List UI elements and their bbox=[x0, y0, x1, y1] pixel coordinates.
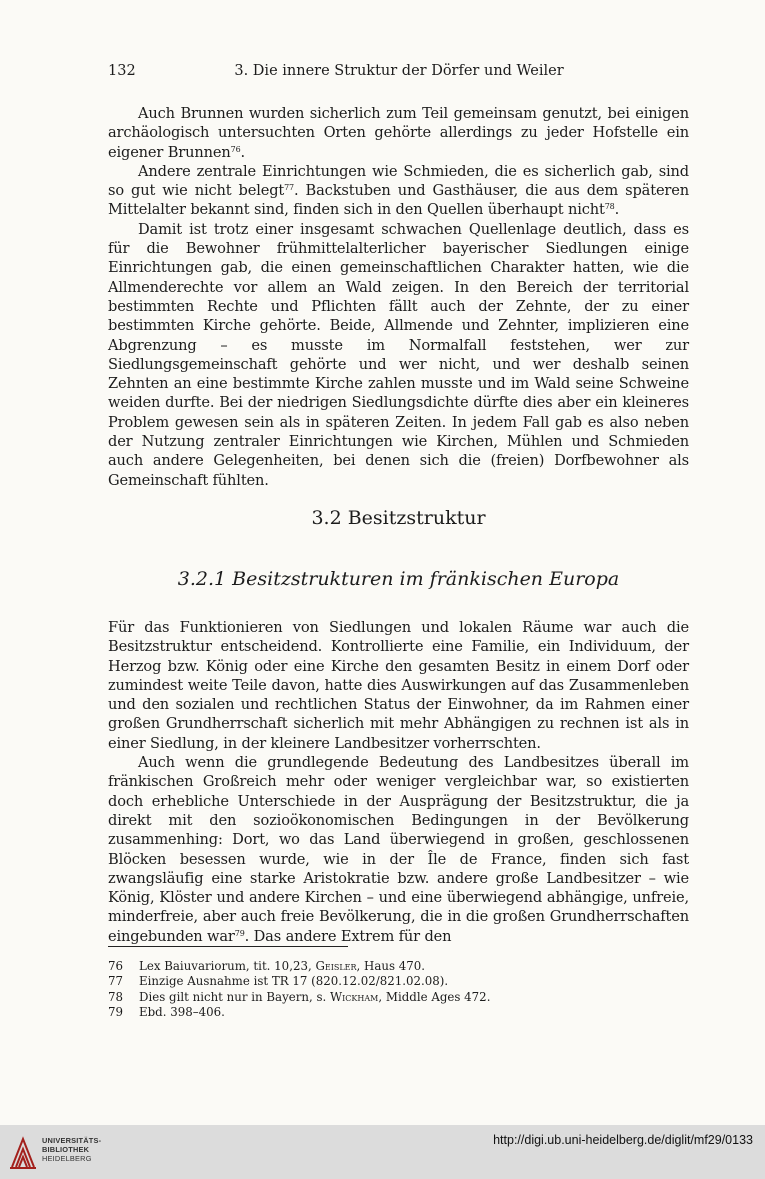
footnotes bbox=[108, 959, 689, 1021]
footnote bbox=[108, 1005, 689, 1020]
footnote-text: Lex Baiuvariorum, tit. 10,23, Geisler, Haus 470. bbox=[139, 959, 426, 973]
paragraph: Für das Funktionieren von Siedlungen und lokalen Räume war auch die Besitzstruktur entscheidend. Kontrollierte eine Familie, ein Individuum, der Herzog bzw. König oder eine Kirche den gesamten Besitz in einem Dorf oder zumindest weite Teile davon, hatte dies Auswirkungen auf das Zusammenleben und den sozialen und rechtlichen Status der Einwohner, da im Rahmen einer großen Grundherrschaft sicherlich mit mehr Abhängigen zu rechnen ist als in einer Siedlung, in der kleinere Landbesitzer vorherrschten. bbox=[108, 619, 689, 752]
footnote-number: 76 bbox=[108, 959, 124, 973]
paragraph: Damit ist trotz einer insgesamt schwachen Quellenlage deutlich, dass es für die Bewohner frühmittelalterlicher bayerischer Siedlungen einige Einrichtungen gab, die einen gemeinschaftlichen Charakter hatten, wie die Allmenderechte vor allem an Wald zeigen. In den Bereich der territorial bestimmten Rechte und Pflichten fällt auch der Zehnte, der zu einer bestimmten Kirche gehörte. Beide, Allmende und Zehnter, implizieren eine Abgrenzung – es musste im Normalfall feststehen, wer zur Siedlungsgemeinschaft gehörte und wer nicht, und wer deshalb seinen Zehnten an eine bestimmte Kirche zahlen musste und im Wald seine Schweine weiden durfte. Bei der niedrigen Siedlungsdichte dürfte dies aber ein kleineres Problem gewesen sein als in späteren Zeiten. In jedem Fall gab es also neben der Nutzung zentraler Einrichtungen wie Kirchen, Mühlen und Schmieden auch andere Gelegenheiten, bei denen sich die (freien) Dorfbewohner als Gemeinschaft fühlten. bbox=[108, 220, 689, 489]
viewer-footer bbox=[0, 1125, 765, 1179]
paragraph: Auch Brunnen wurden sicherlich zum Teil gemeinsam genutzt, bei einigen archäologisch untersuchten Orten gehörte allerdings zu jeder Hofstelle ein eigener Brunnen$^{76}$. bbox=[108, 105, 689, 161]
footnote bbox=[108, 959, 689, 974]
footnote-text: Einzige Ausnahme ist TR 17 (820.12.02/821.02.08). bbox=[139, 974, 449, 989]
footnote-divider bbox=[108, 946, 348, 947]
footnote-text: Dies gilt nicht nur in Bayern, s. Wickham, Middle Ages 472. bbox=[139, 989, 491, 1004]
section-heading: 3.2 Besitzstruktur bbox=[311, 507, 486, 529]
footnote-number: 77 bbox=[108, 974, 124, 989]
running-title: 3. Die innere Struktur der Dörfer und Weiler bbox=[234, 63, 564, 79]
page-number: 132 bbox=[108, 63, 136, 79]
body-text-upper bbox=[108, 104, 689, 490]
paragraph: Auch wenn die grundlegende Bedeutung des Landbesitzes überall im fränkischen Großreich mehr oder weniger vergleichbar war, so existierten doch erhebliche Unterschiede in der Ausprägung der Besitzstruktur, die ja direkt mit den sozioökonomischen Bedingungen in der Bevölkerung zusammenhing: Dort, wo das Land überwiegend in großen, geschlossenen Blöcken besessen wurde, wie in der Île de France, finden sich fast zwangsläufig eine starke Aristokratie bzw. andere große Landbesitzer – wie König, Klöster und andere Kirchen – und eine überwiegend abhängige, unfreie, minderfreie, aber auch freie Bevölkerung, die in die großen Grundherrschaften eingebunden war$^{79}$. Das andere Extrem für den bbox=[108, 754, 689, 945]
library-logo-text: UNIVERSITÄTS- BIBLIOTHEK HEIDELBERG bbox=[42, 1136, 102, 1163]
footnote-ref[interactable]: 79 bbox=[234, 928, 245, 938]
running-head bbox=[108, 63, 690, 85]
library-seal-icon bbox=[8, 1133, 38, 1171]
library-logo[interactable] bbox=[8, 1133, 118, 1171]
footnote bbox=[108, 990, 689, 1005]
body-text-lower bbox=[108, 618, 689, 946]
footnote-number: 79 bbox=[108, 1005, 124, 1020]
footnote-ref[interactable]: 77 bbox=[284, 183, 294, 193]
footnote-ref[interactable]: 78 bbox=[604, 202, 615, 212]
footnote-text: Ebd. 398–406. bbox=[139, 1005, 225, 1020]
footnote-number: 78 bbox=[108, 989, 124, 1004]
paragraph: Andere zentrale Einrichtungen wie Schmieden, die es sicherlich gab, sind so gut wie nicht belegt$^{77}$. Backstuben und Gasthäuser, die aus dem späteren Mittelalter bekannt sind, finden sich in den Quellen überhaupt nicht$^{78}$. bbox=[108, 162, 689, 219]
footnote-ref[interactable]: 76 bbox=[230, 144, 241, 154]
permalink-url[interactable]: http://digi.ub.uni-heidelberg.de/diglit/mf29/0133 bbox=[493, 1133, 753, 1147]
subsection-heading: 3.2.1 Besitzstrukturen im fränkischen Europa bbox=[177, 568, 620, 590]
footnote bbox=[108, 974, 689, 989]
